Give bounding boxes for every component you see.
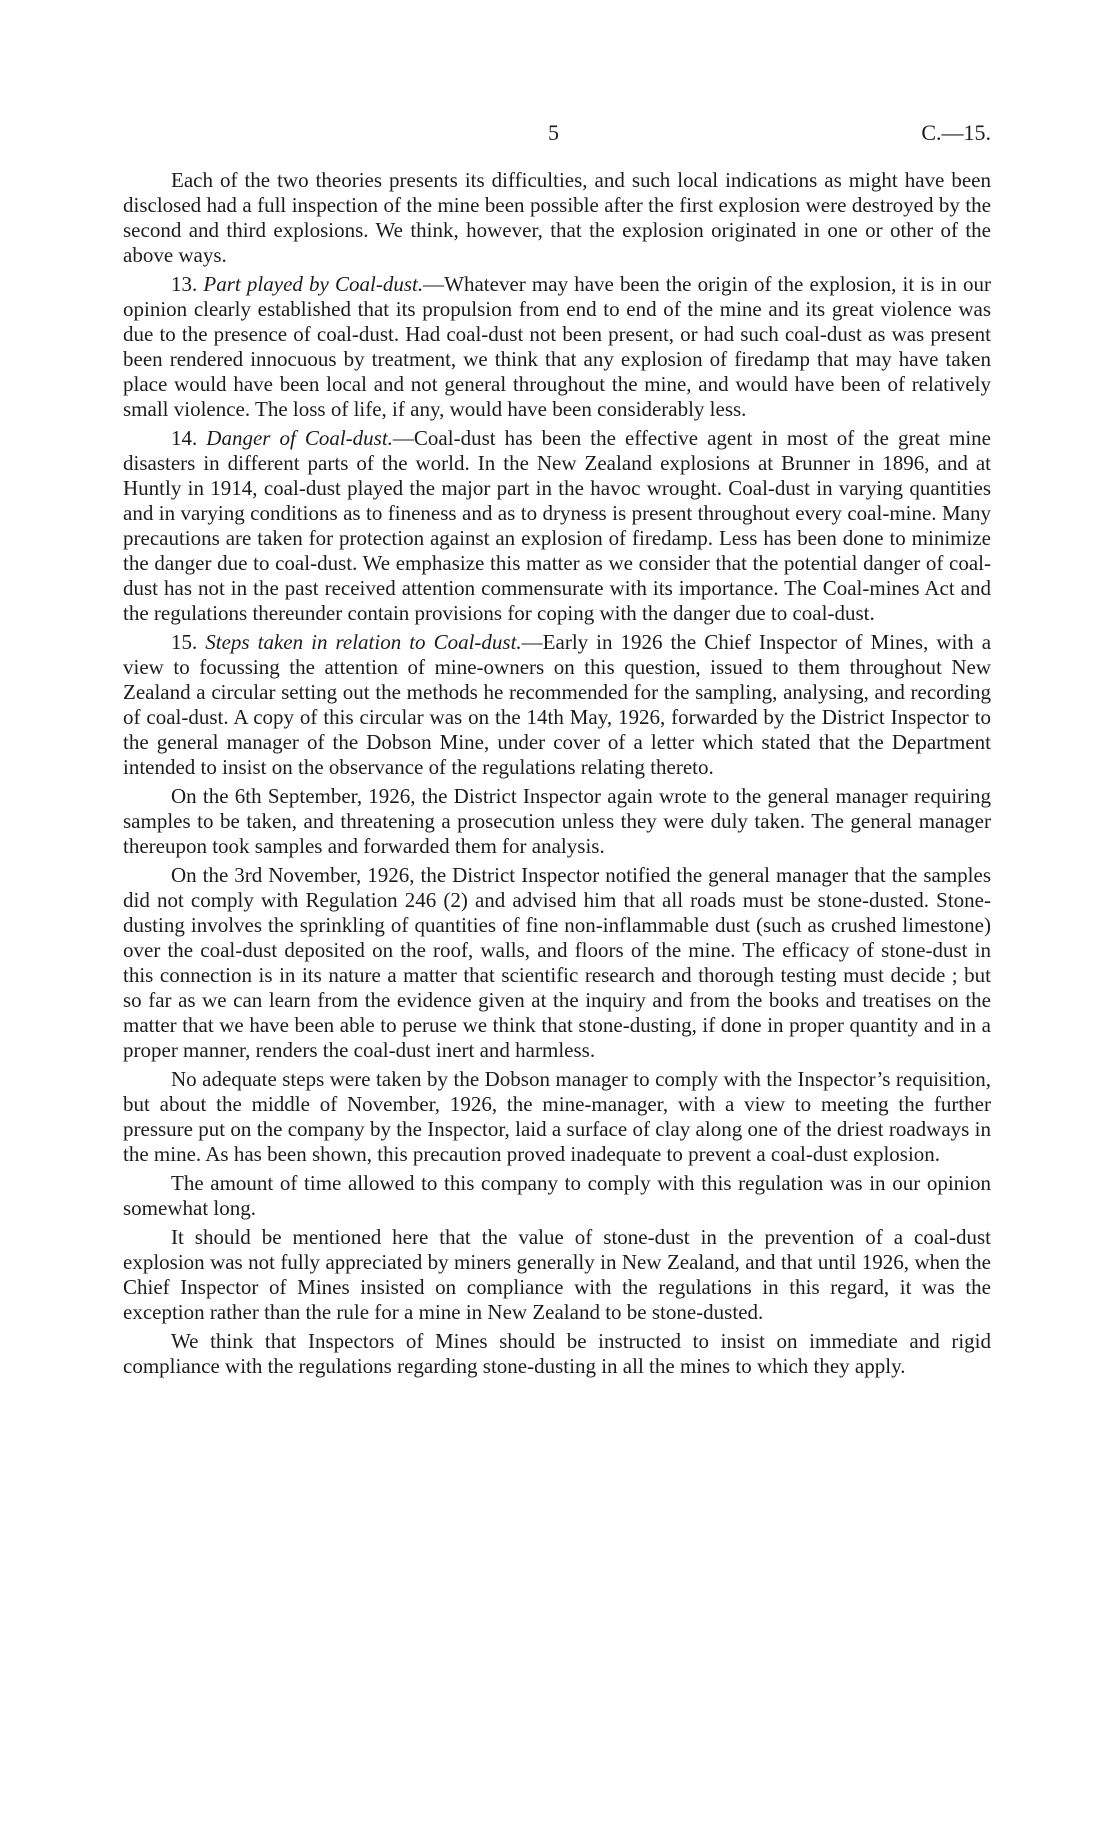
paragraph-heading: Part played by Coal-dust. (203, 272, 424, 296)
paragraph-text: No adequate steps were taken by the Dobson manager to comply with the Inspector’s requisition, but about the middle of November, 1926, the mine-manager, with a view to meeting the further pressure put on the company by the Inspector, laid a surface of clay along one of the driest roadways in the mine. As has been shown, this precaution proved inadequate to prevent a coal-dust explosion. (123, 1067, 991, 1166)
document-body (123, 168, 991, 1383)
paragraph (123, 784, 991, 859)
page-number: 5 (548, 120, 559, 145)
paragraph-heading: Steps taken in relation to Coal-dust. (205, 630, 522, 654)
paragraph-number: 13. (171, 272, 198, 296)
paragraph-text: —Whatever may have been the origin of the explosion, it is in our opinion clearly established that its propulsion from end to end of the mine and its great violence was due to the presence of coal-dust. Had coal-dust not been present, or had such coal-dust as was present been rendered innocuous by treatment, we think that any explosion of firedamp that may have taken place would have been local and not general throughout the mine, and would have been of relatively small violence. The loss of life, if any, would have been considerably less. (123, 272, 992, 421)
paragraph-number: 15. (171, 630, 198, 654)
paragraph-text: On the 3rd November, 1926, the District Inspector notified the general manager that the samples did not comply with Regulation 246 (2) and advised him that all roads must be stone-dusted. Stone-dusting involves the sprinkling of quantities of fine non-inflammable dust (such as crushed limestone) over the coal-dust deposited on the roof, walls, and floors of the mine. The efficacy of stone-dust in this connection is in its nature a matter that scientific research and thorough testing must decide ; but so far as we can learn from the evidence given at the inquiry and from the books and treatises on the matter that we have been able to peruse we think that stone-dusting, if done in proper quantity and in a proper manner, renders the coal-dust inert and harmless. (123, 863, 991, 1062)
paragraph (123, 1067, 991, 1167)
page-header (0, 118, 1114, 148)
document-reference: C.—15. (921, 120, 991, 145)
paragraph-text: On the 6th September, 1926, the District Inspector again wrote to the general manager requiring samples to be taken, and threatening a prosecution unless they were duly taken. The general manager thereupon took samples and forwarded them for analysis. (123, 784, 991, 858)
paragraph-text: We think that Inspectors of Mines should be instructed to insist on immediate and rigid compliance with the regulations regarding stone-dusting in all the mines to which they apply. (123, 1329, 991, 1378)
paragraph-heading: Danger of Coal-dust. (206, 426, 393, 450)
paragraph (123, 168, 991, 268)
paragraph (123, 630, 991, 780)
paragraph (123, 1171, 991, 1221)
paragraph (123, 863, 991, 1063)
paragraph-text: Each of the two theories presents its difficulties, and such local indications as might have been disclosed had a full inspection of the mine been possible after the first explosion were destroyed by the second and third explosions. We think, however, that the explosion originated in one or other of the above ways. (123, 168, 991, 267)
paragraph (123, 426, 991, 626)
paragraph-text: The amount of time allowed to this company to comply with this regulation was in our opinion somewhat long. (123, 1171, 991, 1220)
paragraph (123, 1225, 991, 1325)
paragraph-text: —Early in 1926 the Chief Inspector of Mines, with a view to focussing the attention of mine-owners on this question, issued to them throughout New Zealand a circular setting out the methods he recommended for the sampling, analysing, and recording of coal-dust. A copy of this circular was on the 14th May, 1926, forwarded by the District Inspector to the general manager of the Dobson Mine, under cover of a letter which stated that the Department intended to insist on the observance of the regulations relating thereto. (123, 630, 992, 779)
paragraph-text: —Coal-dust has been the effective agent in most of the great mine disasters in different parts of the world. In the New Zealand explosions at Brunner in 1896, and at Huntly in 1914, coal-dust played the major part in the havoc wrought. Coal-dust in varying quantities and in varying conditions as to fineness and as to dryness is present throughout every coal-mine. Many precautions are taken for protection against an explosion of firedamp. Less has been done to minimize the danger due to coal-dust. We emphasize this matter as we consider that the potential danger of coal-dust has not in the past received attention commensurate with its importance. The Coal-mines Act and the regulations thereunder contain provisions for coping with the danger due to coal-dust. (123, 426, 991, 625)
paragraph-number: 14. (171, 426, 198, 450)
paragraph-text: It should be mentioned here that the value of stone-dust in the prevention of a coal-dust explosion was not fully appreciated by miners generally in New Zealand, and that until 1926, when the Chief Inspector of Mines insisted on compliance with the regulations in this regard, it was the exception rather than the rule for a mine in New Zealand to be stone-dusted. (123, 1225, 991, 1324)
paragraph (123, 272, 991, 422)
paragraph (123, 1329, 991, 1379)
